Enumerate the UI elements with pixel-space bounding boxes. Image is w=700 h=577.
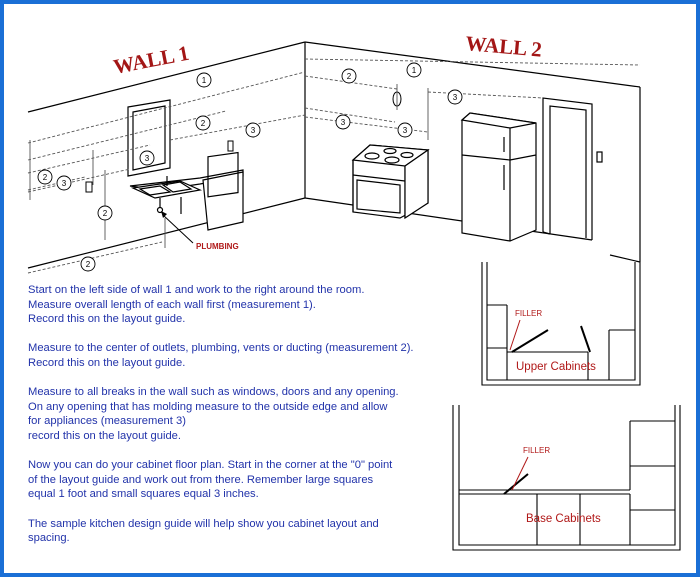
upper-cabinets-label: Upper Cabinets [516, 361, 596, 373]
instructions-text [28, 283, 468, 560]
measure-2-number: 2 [102, 209, 108, 218]
instruction-paragraph: The sample kitchen design guide will help show you cabinet layout and spacing. [28, 517, 379, 545]
measure-3-number: 3 [402, 126, 408, 135]
outlet-left [86, 182, 92, 192]
base-filler-label: FILLER [523, 446, 551, 455]
measure-1-number: 1 [201, 76, 207, 85]
refrigerator [462, 113, 536, 241]
base-cabinet-plan [453, 405, 680, 550]
measure-3-number: 3 [144, 154, 150, 163]
measure-2-number: 2 [85, 260, 91, 269]
measure-3-number: 3 [61, 179, 67, 188]
base-cabinets-label: Base Cabinets [526, 513, 601, 525]
measure-2-number: 2 [346, 72, 352, 81]
measure-1-number: 1 [411, 66, 417, 75]
upper-filler-label: FILLER [515, 309, 543, 318]
measure-2-number: 2 [42, 173, 48, 182]
measure-3-number: 3 [452, 93, 458, 102]
measure-3-number: 3 [340, 118, 346, 127]
instruction-paragraph: Measure to all breaks in the wall such as windows, doors and any opening. On any opening that has molding measure to the outside edge and allow for appliances (measurement 3) record this on the layout guide. [28, 386, 399, 442]
wall-2-title: WALL 2 [464, 31, 543, 62]
upper-filler-pointer [510, 320, 520, 350]
wall-1-title: WALL 1 [111, 40, 192, 79]
plumbing-label: PLUMBING [196, 242, 239, 251]
door [543, 98, 602, 240]
measure-3-number: 3 [250, 126, 256, 135]
measure-2-number: 2 [200, 119, 206, 128]
outlet [228, 141, 233, 151]
stove [353, 145, 428, 218]
base-filler-pointer [512, 457, 528, 490]
instruction-paragraph: Now you can do your cabinet floor plan. Start in the corner at the "0" point of the layout guide and work out from there. Remember large squares equal 1 foot and small squares equal 3 inches. [28, 459, 393, 501]
dimension-lines [28, 59, 640, 273]
instruction-paragraph: Measure to the center of outlets, plumbing, vents or ducting (measurement 2). Record this on the layout guide. [28, 342, 414, 369]
instruction-paragraph: Start on the left side of wall 1 and work to the right around the room. Measure overall length of each wall first (measurement 1). Record this on the layout guide. [28, 284, 365, 326]
